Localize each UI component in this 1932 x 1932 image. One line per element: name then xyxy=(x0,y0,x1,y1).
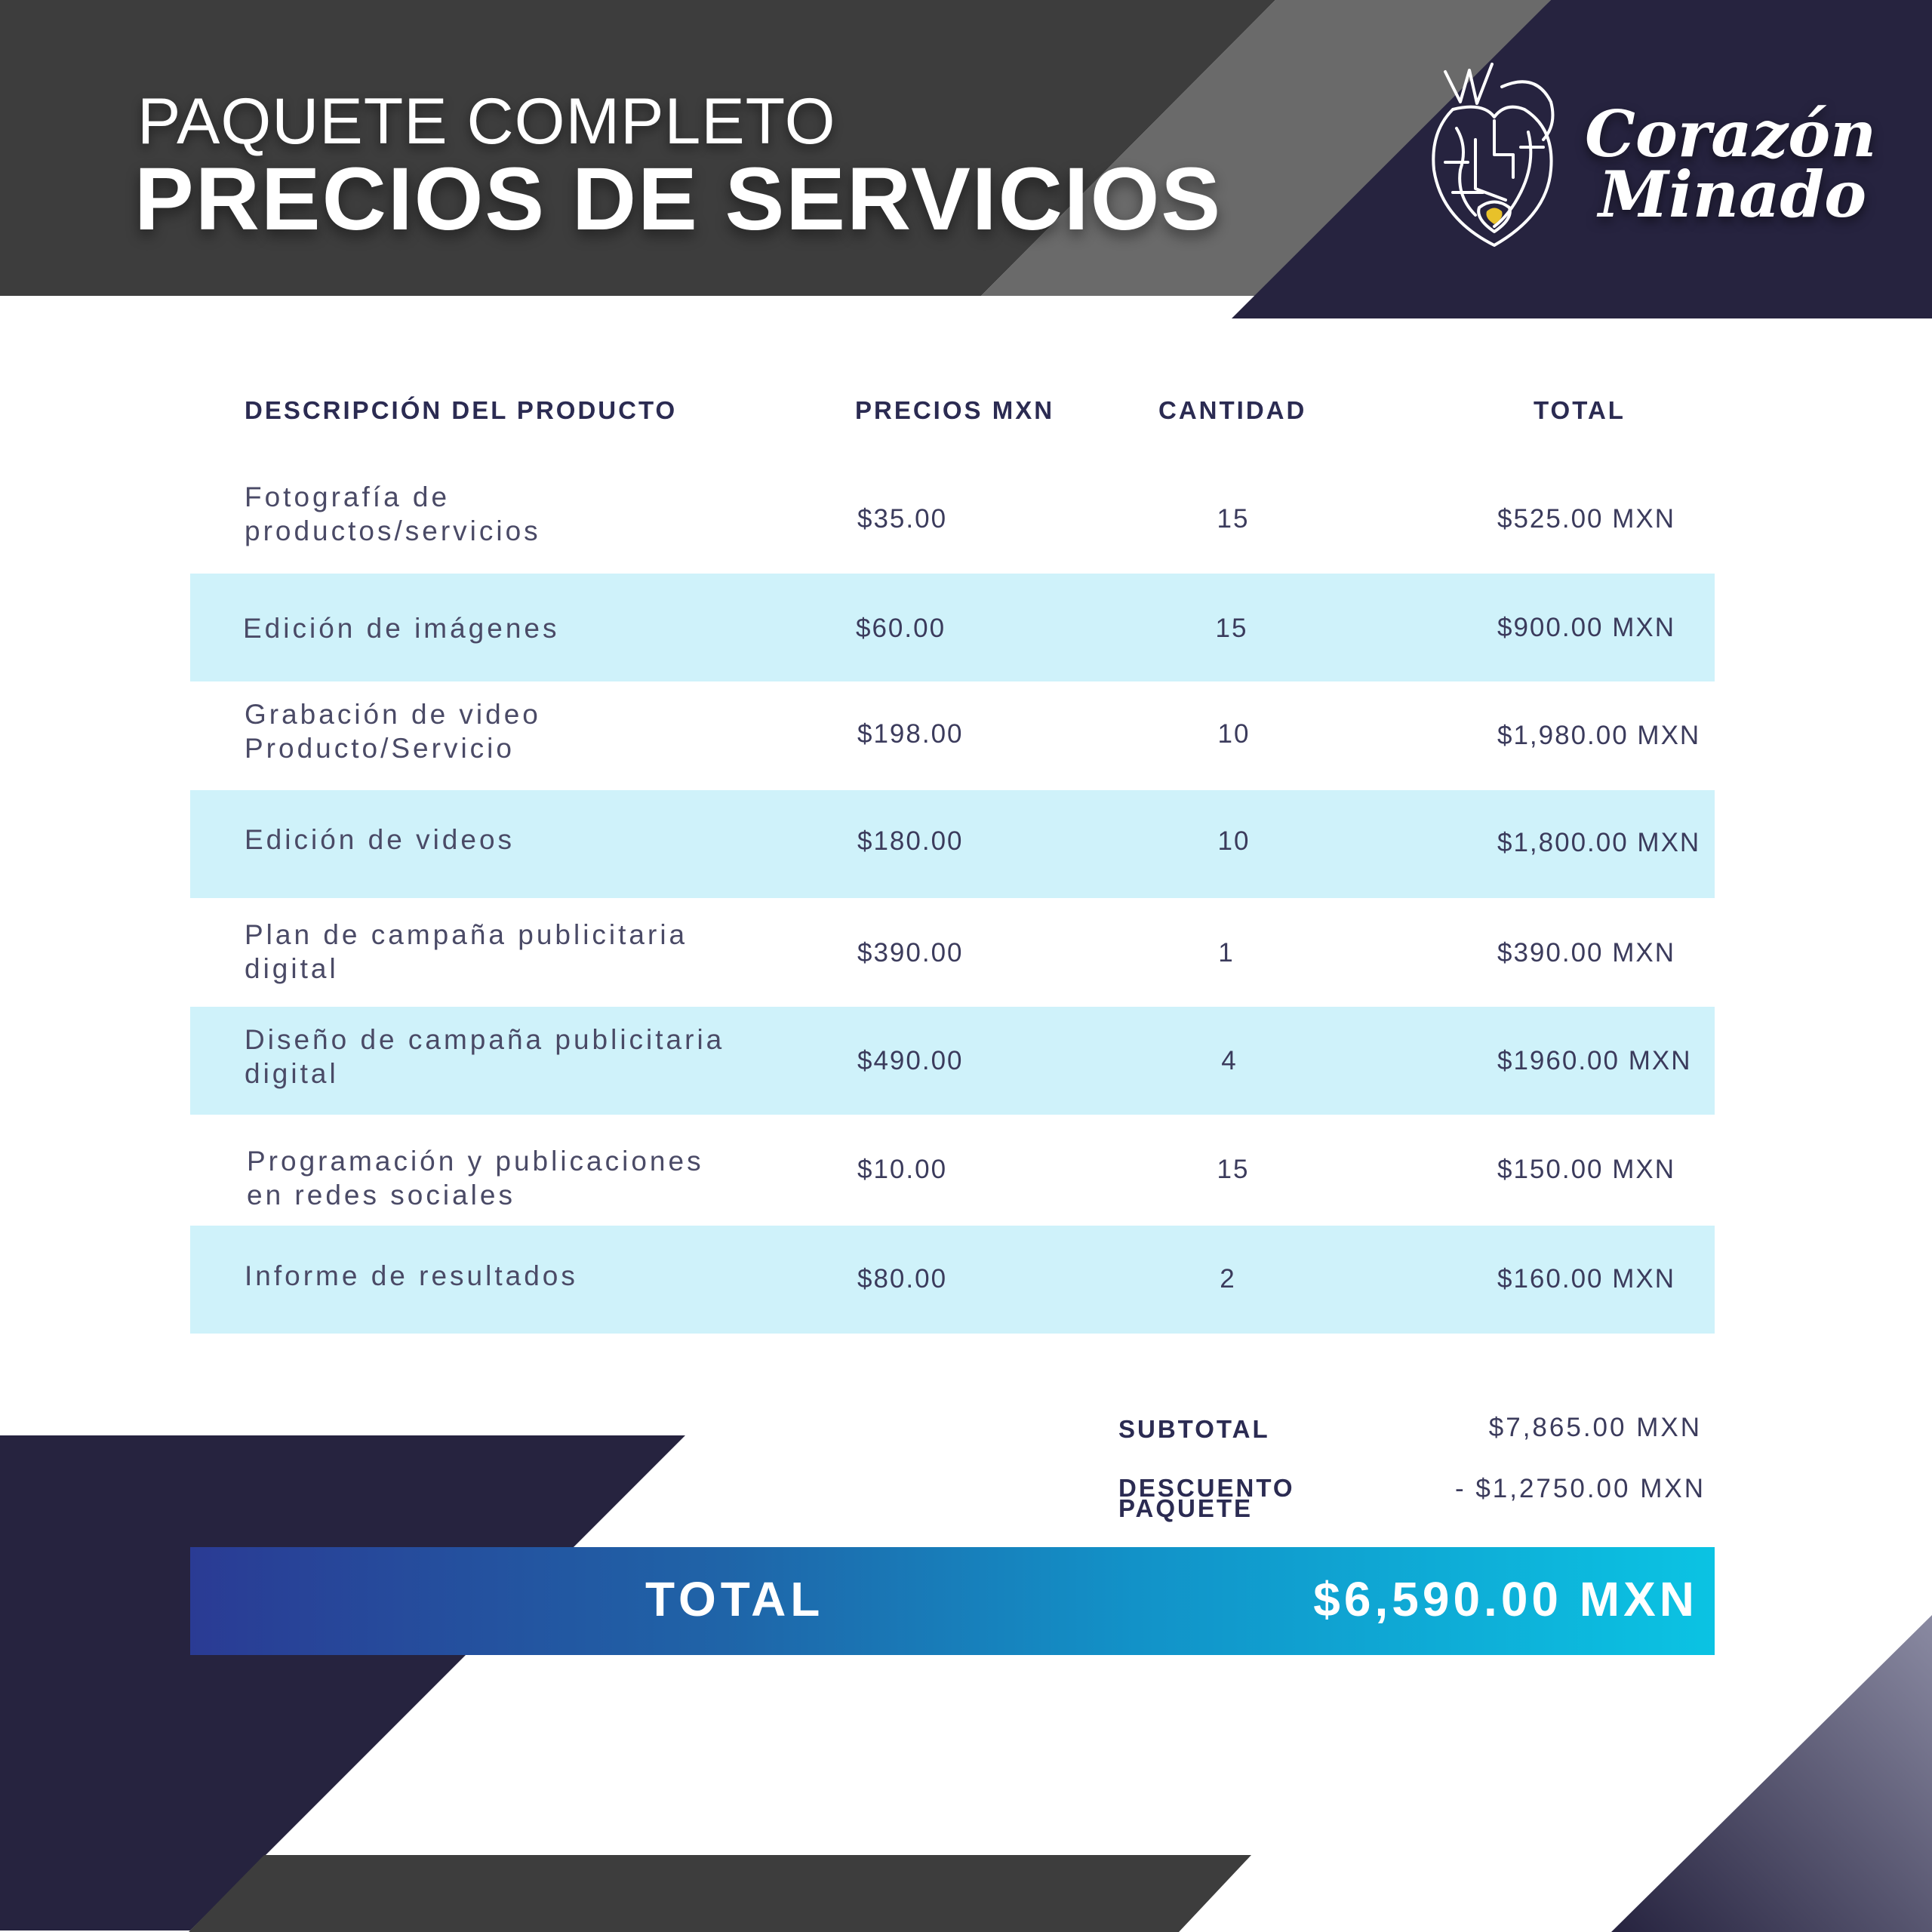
table-row-quantity: 2 xyxy=(1220,1264,1236,1294)
description-line: en redes sociales xyxy=(247,1180,515,1211)
table-row-quantity: 1 xyxy=(1218,938,1235,968)
table-row-quantity: 15 xyxy=(1217,504,1250,534)
total-value: $6,590.00 MXN xyxy=(1313,1572,1698,1626)
subtotal-value: $7,865.00 MXN xyxy=(1488,1413,1702,1442)
table-row-price: $35.00 xyxy=(857,504,948,534)
description-line: Programación y publicaciones xyxy=(247,1146,704,1177)
table-row-quantity: 15 xyxy=(1217,1155,1250,1184)
table-row-price: $490.00 xyxy=(857,1046,964,1075)
table-row-price: $198.00 xyxy=(857,719,964,749)
description-line: Plan de campaña publicitaria xyxy=(245,919,688,950)
header-subtitle: PAQUETE COMPLETO xyxy=(137,85,836,158)
discount-label-line: PAQUETE xyxy=(1118,1494,1254,1522)
column-header-quantity: CANTIDAD xyxy=(1158,396,1307,424)
table-row-quantity: 4 xyxy=(1221,1046,1238,1075)
table-row-total: $390.00 MXN xyxy=(1497,938,1676,968)
table-row-price: $60.00 xyxy=(856,614,946,643)
table-row-description xyxy=(247,1144,704,1212)
table-row-description xyxy=(245,697,541,765)
table-row-description xyxy=(245,1023,724,1091)
table-row-total: $150.00 MXN xyxy=(1497,1155,1676,1184)
column-header-description: DESCRIPCIÓN DEL PRODUCTO xyxy=(245,396,678,424)
heart-logo-icon xyxy=(1423,57,1566,253)
description-line: Edición de imágenes xyxy=(243,613,560,644)
total-label: TOTAL xyxy=(645,1572,825,1626)
table-row-price: $80.00 xyxy=(857,1264,948,1294)
bottom-gray-band xyxy=(189,1855,1251,1932)
bottom-right-corner xyxy=(1611,1615,1932,1932)
brand-name-line2: Minado xyxy=(1598,157,1867,232)
description-line: digital xyxy=(245,1058,339,1089)
brand-name-line1: Corazón xyxy=(1585,97,1877,171)
table-row-price: $10.00 xyxy=(857,1155,948,1184)
table-row-quantity: 15 xyxy=(1215,614,1248,643)
description-line: digital xyxy=(245,953,339,984)
description-line: productos/servicios xyxy=(245,515,541,546)
table-row-description xyxy=(245,480,541,548)
description-line: Grabación de video xyxy=(245,699,541,730)
table-row-total: $1960.00 MXN xyxy=(1497,1046,1692,1075)
discount-label-line: DESCUENTO xyxy=(1118,1474,1295,1502)
table-row-quantity: 10 xyxy=(1217,826,1251,856)
description-line: Producto/Servicio xyxy=(245,733,515,764)
table-row-price: $390.00 xyxy=(857,938,964,968)
description-line: Edición de videos xyxy=(245,824,515,855)
table-row-description xyxy=(245,918,688,986)
description-line: Fotografía de xyxy=(245,481,451,512)
column-header-price: PRECIOS MXN xyxy=(855,396,1055,424)
column-header-total: TOTAL xyxy=(1534,396,1626,424)
page-title: PRECIOS DE SERVICIOS xyxy=(134,149,1223,249)
table-row-total: $1,980.00 MXN xyxy=(1497,721,1701,750)
table-row-quantity: 10 xyxy=(1217,719,1251,749)
table-row-description xyxy=(245,1259,578,1293)
description-line: Informe de resultados xyxy=(245,1260,578,1291)
table-row-total: $900.00 MXN xyxy=(1497,613,1676,642)
table-row-total: $160.00 MXN xyxy=(1497,1264,1676,1294)
table-row-price: $180.00 xyxy=(857,826,964,856)
table-row-total: $1,800.00 MXN xyxy=(1497,828,1701,857)
discount-value: - $1,2750.00 MXN xyxy=(1454,1474,1706,1503)
table-row-description xyxy=(243,611,560,645)
subtotal-label: SUBTOTAL xyxy=(1118,1415,1270,1443)
table-row-description xyxy=(245,823,515,857)
description-line: Diseño de campaña publicitaria xyxy=(245,1024,725,1055)
table-row-total: $525.00 MXN xyxy=(1497,504,1676,534)
